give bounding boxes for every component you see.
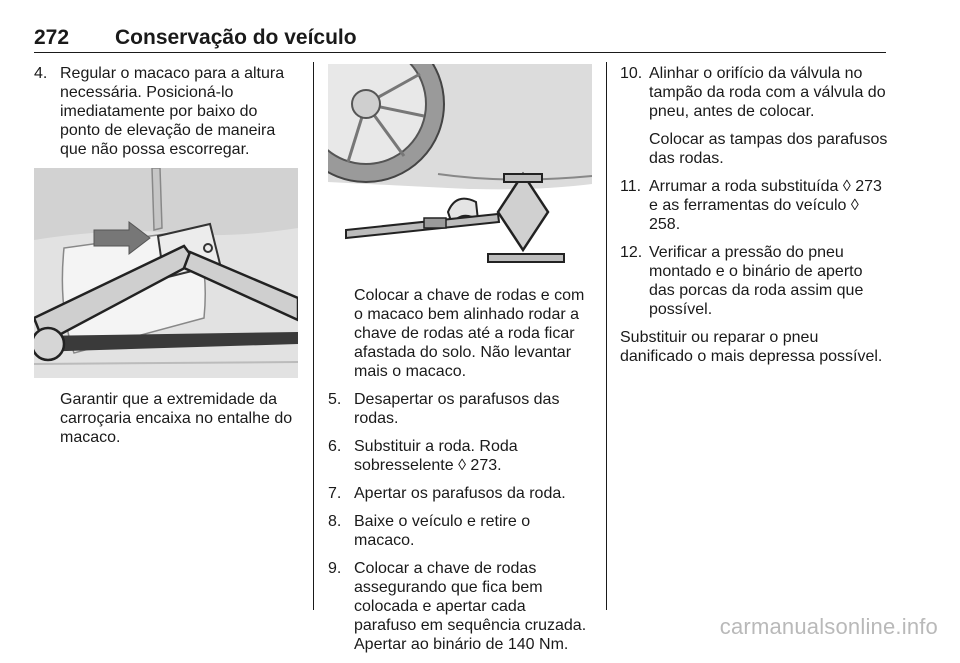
column-1 xyxy=(34,64,298,456)
item-text: Desapertar os parafusos das rodas. xyxy=(354,391,560,427)
column-3 xyxy=(620,64,890,366)
item-number: 4. xyxy=(34,65,48,82)
item-number: 5. xyxy=(328,391,342,408)
watermark: carmanualsonline.info xyxy=(719,614,938,639)
item-text: Substituir a roda. Roda sobresselente ◊ 273. xyxy=(354,438,518,474)
jack-under-body-illustration xyxy=(34,168,298,378)
column-2 xyxy=(328,64,592,663)
list-item xyxy=(328,484,592,503)
list-item xyxy=(620,64,890,121)
item-text: Verificar a pressão do pneu montado e o binário de aperto das porcas da roda assim que possível. xyxy=(649,244,864,318)
item-number: 7. xyxy=(328,485,342,502)
figure-caption: Colocar a chave de rodas e com o macaco bem alinhado rodar a chave de rodas até a roda ficar afastada do solo. Não levantar mais o macaco. xyxy=(354,287,585,380)
item-text: Alinhar o orifício da válvula no tampão da roda com a válvula do pneu, antes de colocar. xyxy=(649,65,886,120)
list-item xyxy=(328,390,592,428)
closing-paragraph: Substituir ou reparar o pneu danificado o mais depressa possível. xyxy=(620,329,883,365)
page-title: Conservação do veículo xyxy=(115,26,357,49)
column-divider xyxy=(313,62,314,610)
wheel-jack-illustration xyxy=(328,64,592,274)
figure-caption: Garantir que a extremidade da carroçaria encaixa no entalhe do macaco. xyxy=(60,391,293,446)
item-number: 6. xyxy=(328,438,342,455)
item-text: Baixe o veículo e retire o macaco. xyxy=(354,513,531,549)
item-number: 12. xyxy=(620,244,643,261)
item-number: 11. xyxy=(620,178,642,195)
item-text: Regular o macaco para a altura necessária. Posicioná-lo imediatamente por baixo do ponto de elevação de maneira que não possa escorregar. xyxy=(60,65,285,158)
column-divider xyxy=(606,62,607,610)
item-text: Arrumar a roda substituída ◊ 273 e as ferramentas do veículo ◊ 258. xyxy=(649,178,882,233)
list-item xyxy=(328,512,592,550)
list-item xyxy=(620,243,890,319)
list-item xyxy=(328,437,592,475)
item-number: 8. xyxy=(328,513,342,530)
list-item xyxy=(34,64,298,159)
list-item xyxy=(620,177,890,234)
page-number: 272 xyxy=(34,26,70,49)
item-continuation: Colocar as tampas dos parafusos das rodas. xyxy=(649,131,888,167)
item-number: 10. xyxy=(620,65,643,82)
item-text: Apertar os parafusos da roda. xyxy=(354,485,566,502)
list-item xyxy=(328,559,592,654)
page-header xyxy=(34,26,886,53)
item-text: Colocar a chave de rodas assegurando que fica bem colocada e apertar cada parafuso em sequência cruzada. Apertar ao binário de 140 Nm. xyxy=(354,560,587,653)
item-number: 9. xyxy=(328,560,342,577)
